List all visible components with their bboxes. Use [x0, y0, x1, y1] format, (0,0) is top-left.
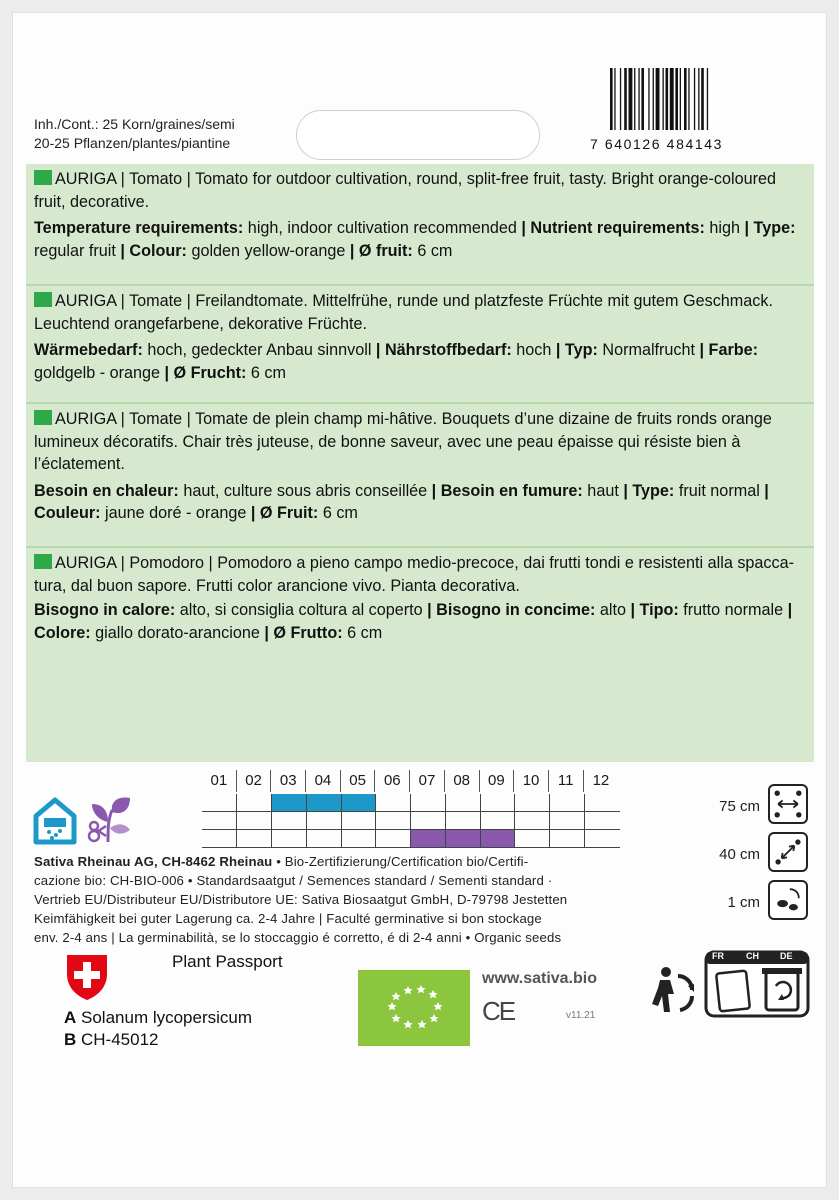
sowing-depth-icon — [768, 880, 808, 920]
month-label: 03 — [271, 770, 306, 792]
month-label: 07 — [410, 770, 445, 792]
legal-line: Vertrieb EU/Distributeur EU/Distributore UE: Sativa Biosaatgut GmbH, D-79798 Jestetten — [34, 892, 568, 907]
legal-line: Keimfähigkeit bei guter Lagerung ca. 2-4 Jahre | Faculté germinative si bon stockage — [34, 911, 542, 926]
description-intro: AURIGA | Tomate | Freilandtomate. Mittelfrühe, runde und platzfeste Früchte mit gutem Geschmack. Leuchtend orangefarbene, dekorative Früchte. — [34, 292, 773, 333]
description-intro: AURIGA | Tomato | Tomato for outdoor cultivation, round, split-free fruit, tasty. Bright orange-coloured fruit, decorative. — [34, 170, 777, 211]
country-code-fr: FR — [712, 951, 724, 961]
month-label: 09 — [480, 770, 515, 792]
month-label: 12 — [592, 772, 610, 789]
recycling-person-icon — [648, 962, 696, 1018]
legal-info — [34, 852, 634, 947]
description-italian — [26, 548, 814, 762]
section-square-icon — [34, 292, 52, 307]
plant-distance-label: 40 cm — [719, 846, 760, 863]
plant-distance-icon — [768, 832, 808, 872]
calendar-row — [202, 812, 620, 830]
calendar-months — [202, 770, 618, 792]
section-square-icon — [34, 410, 52, 425]
legal-line: Sativa Rheinau AG, CH-8462 Rheinau • Bio-Zertifizierung/Certification bio/Certifi- — [34, 854, 529, 869]
description-intro: AURIGA | Pomodoro | Pomodoro a pieno campo medio-precoce, dai frutti tondi e resistenti alla spacca-tura, dal buon sapore. Frutti color arancione vivo. Pianta decorativa. — [34, 554, 795, 595]
description-attributes: Bisogno in calore: alto, si consiglia coltura al coperto | Bisogno in concime: alto | Tipo: frutto normale | Colore: giallo dorato-arancione | Ø Frutto: 6 cm — [34, 601, 793, 642]
month-label: 01 — [202, 770, 237, 792]
description-english — [26, 164, 814, 286]
description-attributes: Wärmebedarf: hoch, gedeckter Anbau sinnvoll | Nährstoffbedarf: hoch | Typ: Normalfrucht | Farbe: goldgelb - orange | Ø Frucht: 6 cm — [34, 341, 759, 382]
month-label: 02 — [237, 770, 272, 792]
hang-hole — [296, 110, 540, 160]
ce-mark: CE — [482, 996, 515, 1026]
description-german — [26, 286, 814, 404]
month-label: 11 — [549, 770, 584, 792]
description-box — [26, 164, 814, 762]
contents-line-1: Inh./Cont.: 25 Korn/graines/semi — [34, 116, 235, 132]
legal-line: env. 2-4 ans | La germinabilità, se lo stoccaggio é corretto, é di 2-4 anni • Organic seeds — [34, 930, 562, 945]
month-label: 04 — [306, 770, 341, 792]
month-label: 05 — [341, 770, 376, 792]
swiss-shield-icon — [64, 952, 110, 1002]
description-attributes: Besoin en chaleur: haut, culture sous abris conseillée | Besoin en fumure: haut | Type: fruit normal | Couleur: jaune doré - orange | Ø Fruit: 6 cm — [34, 481, 769, 522]
plant-passport-title: Plant Passport — [172, 952, 283, 971]
month-label: 08 — [445, 770, 480, 792]
country-code-ch: CH — [746, 951, 759, 961]
month-label: 06 — [375, 770, 410, 792]
section-square-icon — [34, 554, 52, 569]
country-code-de: DE — [780, 951, 793, 961]
version-label: v11.21 — [566, 1010, 596, 1021]
contents-info — [34, 115, 235, 153]
month-label: 10 — [514, 770, 549, 792]
description-french — [26, 404, 814, 548]
calendar-grid — [202, 794, 620, 848]
barcode — [610, 68, 770, 130]
description-attributes: Temperature requirements: high, indoor cultivation recommended | Nutrient requirements: high | Type: regular fruit | Colour: golden yellow-orange | Ø fruit: 6 cm — [34, 219, 796, 260]
calendar-row — [202, 830, 620, 848]
row-distance-icon — [768, 784, 808, 824]
description-intro: AURIGA | Tomate | Tomate de plein champ mi-hâtive. Bouquets d’une dizaine de fruits ronds orange lumineux décoratifs. Chair très juteuse, de bonne saveur, avec une peau épaisse qui résiste bien à l’éclatement. — [34, 410, 772, 473]
barcode-number: 7 640126 484143 — [590, 136, 723, 152]
calendar-row — [202, 794, 620, 812]
eu-organic-leaf-icon — [358, 970, 470, 1046]
harvest-plant-icon — [84, 792, 136, 848]
greenhouse-sowing-icon — [32, 796, 78, 846]
contents-line-2: 20-25 Pflanzen/plantes/piantine — [34, 135, 231, 151]
sowing-depth-label: 1 cm — [727, 894, 760, 911]
passport-registration: B CH-45012 — [64, 1030, 159, 1049]
website-link[interactable]: www.sativa.bio — [482, 970, 597, 987]
row-distance-label: 75 cm — [719, 798, 760, 815]
legal-line: cazione bio: CH-BIO-006 • Standardsaatgut / Semences standard / Sementi standard · — [34, 873, 553, 888]
passport-species: A Solanum lycopersicum — [64, 1008, 253, 1027]
section-square-icon — [34, 170, 52, 185]
